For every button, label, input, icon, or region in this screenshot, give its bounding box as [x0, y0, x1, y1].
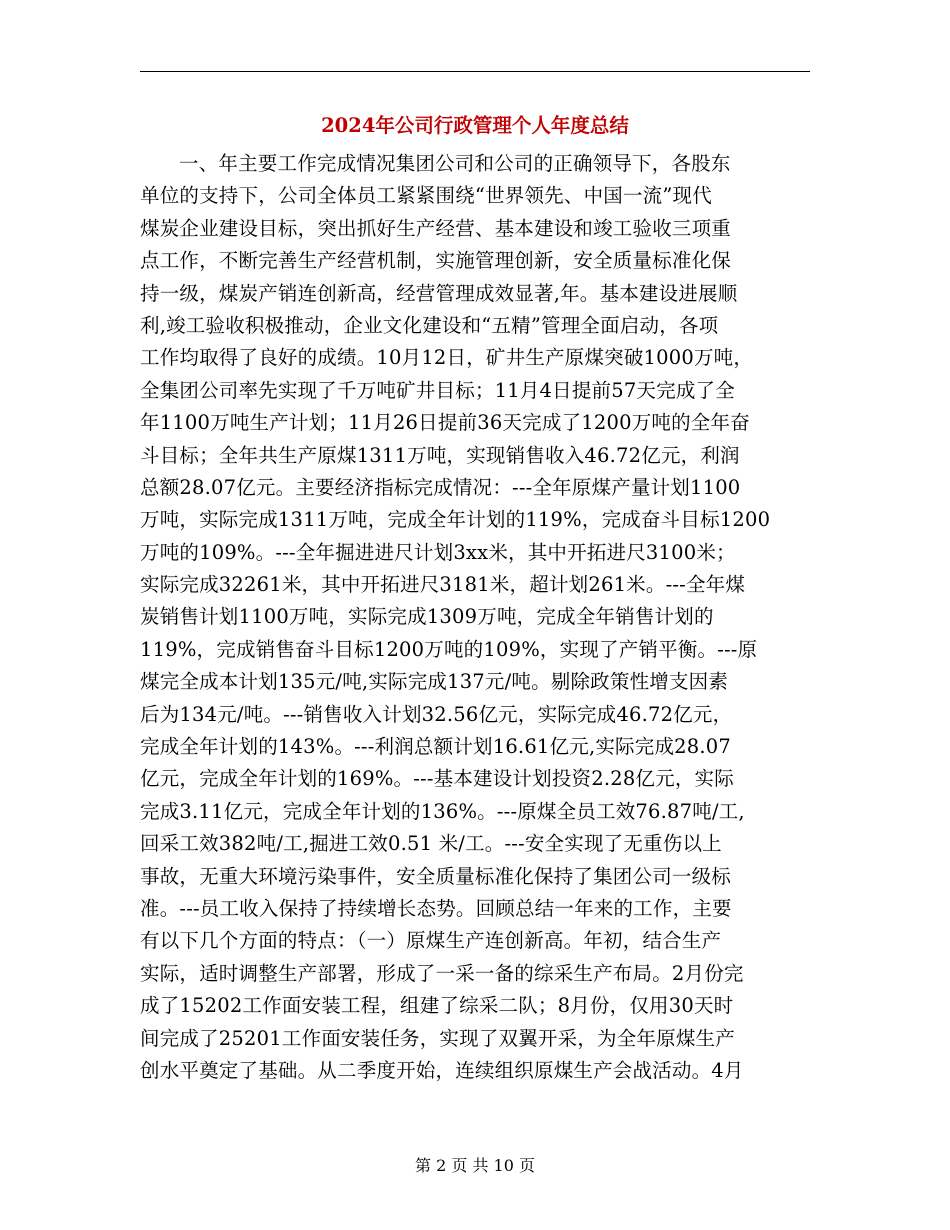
text-line: 完成3.11亿元，完成全年计划的136%。---原煤全员工效76.87吨/工,	[140, 799, 745, 823]
text-line: 准。---员工收入保持了持续增长态势。回顾总结一年来的工作，主要	[140, 896, 732, 920]
body-text	[140, 148, 810, 1087]
text-line: 一、年主要工作完成情况集团公司和公司的正确领导下，各股东	[179, 152, 731, 175]
text-line: 间完成了25201工作面安装任务，实现了双翼开采，为全年原煤生产	[140, 1026, 735, 1050]
text-line: 完成全年计划的143%。---利润总额计划16.61亿元,实际完成28.07	[140, 735, 731, 759]
header-rule	[140, 71, 810, 72]
text-line: 点工作，不断完善生产经营机制，实施管理创新，安全质量标准化保	[140, 249, 732, 273]
page-number-footer: 第 2 页 共 10 页	[415, 1156, 535, 1175]
text-line: 119%，完成销售奋斗目标1200万吨的109%，实现了产销平衡。---原	[140, 637, 758, 661]
text-line: 创水平奠定了基础。从二季度开始，连续组织原煤生产会战活动。4月	[140, 1058, 744, 1082]
text-line: 斗目标；全年共生产原煤1311万吨，实现销售收入46.72亿元，利润	[140, 443, 740, 467]
document-title: 2024年公司行政管理个人年度总结	[321, 114, 629, 137]
text-line: 实际，适时调整生产部署，形成了一采一备的综采生产布局。2月份完	[140, 961, 744, 985]
text-line: 实际完成32261米，其中开拓进尺3181米，超计划261米。---全年煤	[140, 573, 746, 597]
text-line: 回采工效382吨/工,掘进工效0.51 米/工。---安全实现了无重伤以上	[140, 832, 722, 856]
text-line: 单位的支持下，公司全体员工紧紧围绕“世界领先、中国一流”现代	[140, 184, 712, 208]
text-line: 年1100万吨生产计划；11月26日提前36天完成了1200万吨的全年奋	[140, 411, 750, 435]
text-line: 后为134元/吨。---销售收入计划32.56亿元，实际完成46.72亿元，	[140, 702, 733, 726]
text-line: 煤完全成本计划135元/吨,实际完成137元/吨。剔除政策性增支因素	[140, 670, 729, 694]
text-line: 煤炭企业建设目标，突出抓好生产经营、基本建设和竣工验收三项重	[140, 216, 732, 240]
text-line: 炭销售计划1100万吨，实际完成1309万吨，完成全年销售计划的	[140, 605, 714, 629]
text-line: 持一级，煤炭产销连创新高，经营管理成效显著,年。基本建设进展顺	[140, 281, 738, 305]
text-line: 亿元，完成全年计划的169%。---基本建设计划投资2.28亿元，实际	[140, 767, 734, 791]
text-line: 事故，无重大环境污染事件，安全质量标准化保持了集团公司一级标	[140, 864, 732, 888]
text-line: 万吨，实际完成1311万吨，完成全年计划的119%，完成奋斗目标1200	[140, 508, 771, 532]
text-line: 总额28.07亿元。主要经济指标完成情况：---全年原煤产量计划1100	[140, 475, 741, 499]
text-line: 有以下几个方面的特点：（一）原煤生产连创新高。年初，结合生产	[140, 929, 722, 953]
text-line: 全集团公司率先实现了千万吨矿井目标；11月4日提前57天完成了全	[140, 378, 735, 402]
text-line: 万吨的109%。---全年掘进进尺计划3xx米，其中开拓进尺3100米；	[140, 540, 736, 564]
text-line: 利,竣工验收积极推动，企业文化建设和“五精”管理全面启动，各项	[140, 313, 719, 337]
text-line: 成了15202工作面安装工程，组建了综采二队；8月份，仅用30天时	[140, 994, 734, 1018]
text-line: 工作均取得了良好的成绩。10月12日，矿井生产原煤突破1000万吨，	[140, 346, 754, 370]
